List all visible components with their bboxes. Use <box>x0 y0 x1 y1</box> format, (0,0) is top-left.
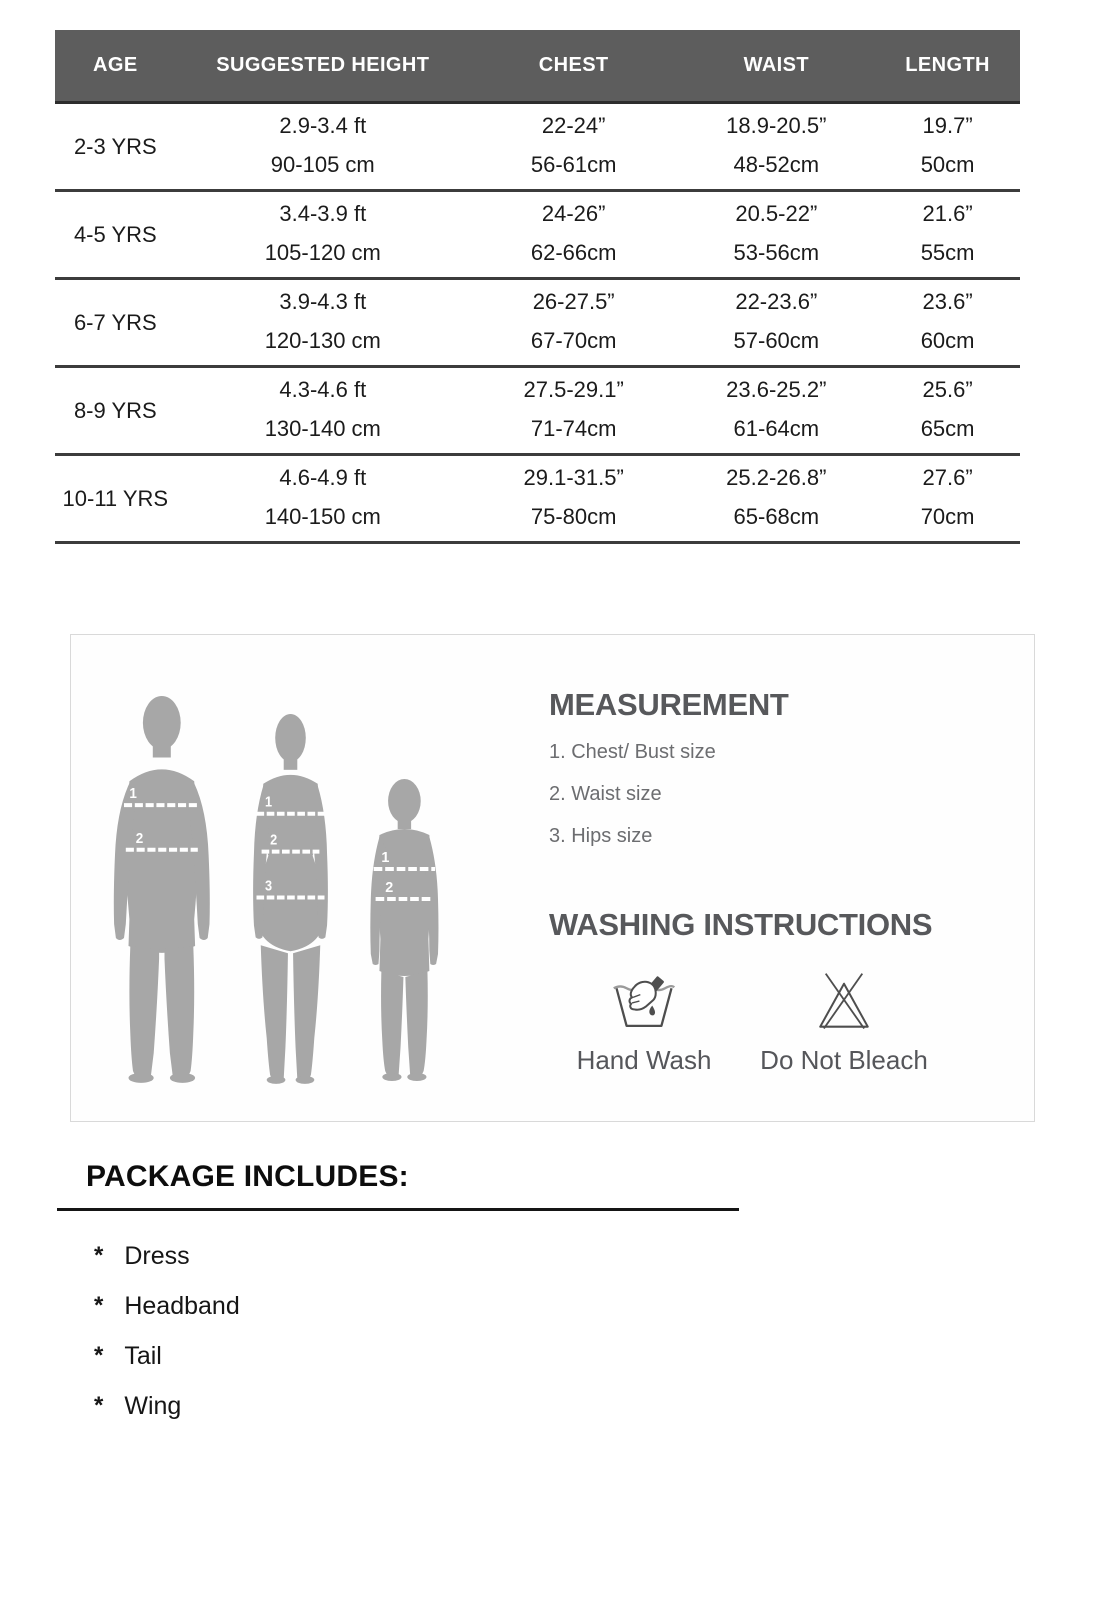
table-row <box>55 456 1020 544</box>
divider-line <box>57 1208 739 1211</box>
value-metric: 105-120 cm <box>264 240 381 265</box>
hand-wash-label: Hand Wash <box>576 1045 712 1075</box>
package-list-item <box>94 1241 190 1271</box>
value-imperial: 23.6” <box>922 289 973 314</box>
length-cell <box>875 368 1020 453</box>
do-not-bleach-label: Do Not Bleach <box>760 1045 928 1075</box>
value-metric: 60cm <box>920 328 975 353</box>
value-imperial: 27.6” <box>922 465 973 490</box>
value-imperial: 24-26” <box>541 201 606 226</box>
value-imperial: 26-27.5” <box>532 289 615 314</box>
package-list-item <box>94 1291 240 1321</box>
measure-point-label: 1 <box>129 785 137 803</box>
value-metric: 71-74cm <box>530 416 617 441</box>
value-imperial: 27.5-29.1” <box>523 377 624 402</box>
waist-cell <box>677 104 875 189</box>
bullet-asterisk: * <box>94 1392 104 1419</box>
measurement-panel <box>70 634 1035 1122</box>
age-cell: 2-3 YRS <box>73 133 157 159</box>
column-header-age: AGE <box>93 54 138 76</box>
package-item-label: Wing <box>124 1391 182 1420</box>
measurement-item: 1. Chest/ Bust size <box>549 741 716 763</box>
height-cell <box>176 104 470 189</box>
measure-point-label: 2 <box>385 879 394 897</box>
value-metric: 65-68cm <box>733 504 820 529</box>
value-metric: 75-80cm <box>530 504 617 529</box>
hand-wash-icon <box>611 971 677 1033</box>
value-metric: 65cm <box>920 416 975 441</box>
height-cell <box>176 280 470 365</box>
measure-point-label: 2 <box>270 830 278 848</box>
value-metric: 120-130 cm <box>264 328 381 353</box>
length-cell <box>875 192 1020 277</box>
height-cell <box>176 192 470 277</box>
man-silhouette <box>114 696 210 1083</box>
value-imperial: 3.4-3.9 ft <box>279 201 367 226</box>
chest-cell <box>470 192 677 277</box>
age-cell: 4-5 YRS <box>73 221 157 247</box>
chest-cell <box>470 104 677 189</box>
value-metric: 90-105 cm <box>270 152 375 177</box>
woman-silhouette <box>253 714 328 1084</box>
value-metric: 62-66cm <box>530 240 617 265</box>
column-header-length: LENGTH <box>905 54 990 76</box>
value-metric: 48-52cm <box>733 152 820 177</box>
value-metric: 140-150 cm <box>264 504 381 529</box>
bullet-asterisk: * <box>94 1242 104 1269</box>
child-silhouette <box>370 779 438 1081</box>
size-table-header <box>55 30 1020 104</box>
table-row <box>55 192 1020 280</box>
package-item-label: Headband <box>124 1291 240 1320</box>
value-metric: 61-64cm <box>733 416 820 441</box>
value-imperial: 22-24” <box>541 113 606 138</box>
waist-cell <box>677 456 875 541</box>
value-imperial: 19.7” <box>922 113 973 138</box>
value-imperial: 22-23.6” <box>735 289 818 314</box>
height-cell <box>176 456 470 541</box>
bullet-asterisk: * <box>94 1342 104 1369</box>
value-imperial: 2.9-3.4 ft <box>279 113 367 138</box>
value-metric: 50cm <box>920 152 975 177</box>
value-metric: 56-61cm <box>530 152 617 177</box>
value-metric: 57-60cm <box>733 328 820 353</box>
measure-point-label: 1 <box>265 792 273 810</box>
package-list-item <box>94 1341 162 1371</box>
measure-point-label: 1 <box>381 849 390 867</box>
package-item-label: Tail <box>124 1341 162 1370</box>
length-cell <box>875 456 1020 541</box>
value-metric: 67-70cm <box>530 328 617 353</box>
measurement-item: 3. Hips size <box>549 825 653 847</box>
value-imperial: 23.6-25.2” <box>726 377 827 402</box>
value-imperial: 25.6” <box>922 377 973 402</box>
length-cell <box>875 104 1020 189</box>
column-header-height: SUGGESTED HEIGHT <box>216 54 430 76</box>
age-cell: 6-7 YRS <box>73 309 157 335</box>
column-header-chest: CHEST <box>538 54 609 76</box>
measurement-title: MEASUREMENT <box>549 687 789 722</box>
column-header-waist: WAIST <box>743 54 809 76</box>
table-row <box>55 368 1020 456</box>
chest-cell <box>470 456 677 541</box>
value-metric: 55cm <box>920 240 975 265</box>
package-list-item <box>94 1391 181 1421</box>
table-row <box>55 280 1020 368</box>
value-imperial: 20.5-22” <box>735 201 818 226</box>
waist-cell <box>677 192 875 277</box>
value-imperial: 4.3-4.6 ft <box>279 377 367 402</box>
measure-point-label: 3 <box>265 876 273 894</box>
package-includes-title: PACKAGE INCLUDES: <box>86 1160 409 1193</box>
value-metric: 130-140 cm <box>264 416 381 441</box>
value-metric: 70cm <box>920 504 975 529</box>
age-cell: 8-9 YRS <box>73 397 157 423</box>
washing-instructions-title: WASHING INSTRUCTIONS <box>549 907 933 942</box>
value-imperial: 25.2-26.8” <box>726 465 827 490</box>
measure-point-label: 2 <box>135 830 144 848</box>
height-cell <box>176 368 470 453</box>
table-row <box>55 104 1020 192</box>
size-table <box>55 30 1020 544</box>
length-cell <box>875 280 1020 365</box>
value-imperial: 21.6” <box>922 201 973 226</box>
value-imperial: 29.1-31.5” <box>523 465 624 490</box>
do-not-bleach-icon <box>812 971 876 1033</box>
bullet-asterisk: * <box>94 1292 104 1319</box>
value-imperial: 3.9-4.3 ft <box>279 289 367 314</box>
age-cell: 10-11 YRS <box>62 485 169 511</box>
waist-cell <box>677 368 875 453</box>
measurement-item: 2. Waist size <box>549 783 662 805</box>
chest-cell <box>470 280 677 365</box>
value-metric: 53-56cm <box>733 240 820 265</box>
package-item-label: Dress <box>124 1241 190 1270</box>
hand-wash-item <box>554 971 734 1076</box>
waist-cell <box>677 280 875 365</box>
body-silhouettes-figure <box>91 675 491 1095</box>
do-not-bleach-item <box>754 971 934 1076</box>
chest-cell <box>470 368 677 453</box>
value-imperial: 4.6-4.9 ft <box>279 465 367 490</box>
value-imperial: 18.9-20.5” <box>726 113 827 138</box>
